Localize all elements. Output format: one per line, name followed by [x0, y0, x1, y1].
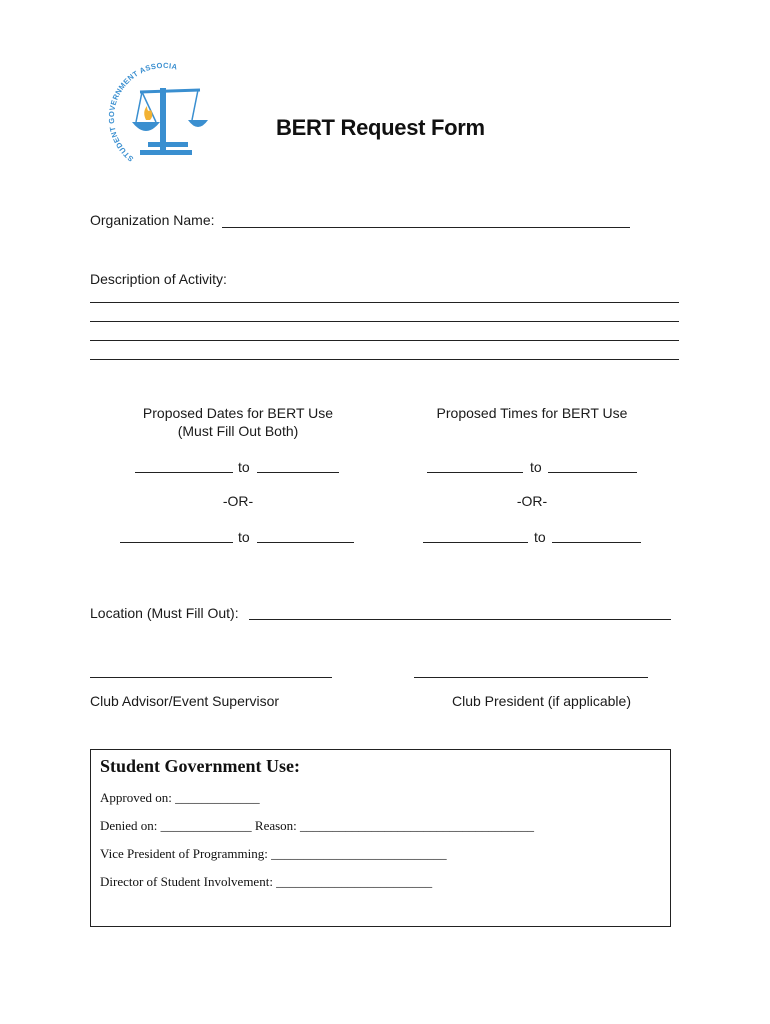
- dates-header-note: (Must Fill Out Both): [177, 423, 299, 439]
- location-label: Location (Must Fill Out):: [90, 605, 239, 621]
- date-end-field-2[interactable]: [257, 542, 354, 543]
- date-start-field-1[interactable]: [135, 472, 233, 473]
- description-line-2[interactable]: [90, 321, 679, 322]
- svg-text:STUDENT GOVERNMENT ASSOCIATION: [100, 60, 179, 163]
- description-line-1[interactable]: [90, 302, 679, 303]
- logo-ring-text: STUDENT GOVERNMENT ASSOCIA: [106, 60, 178, 164]
- advisor-signature-line[interactable]: [90, 677, 332, 678]
- date-end-field-1[interactable]: [257, 472, 339, 473]
- date-to-label-1: to: [238, 459, 250, 475]
- sg-approved-row: Approved on: _____________: [100, 790, 260, 805]
- description-line-4[interactable]: [90, 359, 679, 360]
- description-line-3[interactable]: [90, 340, 679, 341]
- sg-denied-row: Denied on: ______________ Reason: ____________________________________: [100, 818, 535, 833]
- times-or-label: -OR-: [516, 493, 548, 509]
- times-header: Proposed Times for BERT Use: [436, 405, 628, 421]
- time-to-label-2: to: [534, 529, 546, 545]
- date-start-field-2[interactable]: [120, 542, 233, 543]
- time-to-label-1: to: [530, 459, 542, 475]
- student-government-box: [90, 749, 671, 927]
- description-label: Description of Activity:: [90, 271, 227, 287]
- organization-name-label: Organization Name:: [90, 212, 215, 228]
- time-start-field-1[interactable]: [427, 472, 523, 473]
- advisor-signature-label: Club Advisor/Event Supervisor: [90, 693, 280, 709]
- organization-name-field[interactable]: [222, 227, 630, 228]
- sga-logo: [100, 60, 220, 170]
- time-end-field-2[interactable]: [552, 542, 641, 543]
- location-field[interactable]: [249, 619, 671, 620]
- date-to-label-2: to: [238, 529, 250, 545]
- scales-of-justice-icon: [100, 60, 220, 170]
- sg-box-heading: Student Government Use:: [100, 756, 300, 776]
- sg-vp-row: Vice President of Programming: ___________________________: [100, 846, 447, 861]
- time-end-field-1[interactable]: [548, 472, 637, 473]
- dates-header: Proposed Dates for BERT Use: [142, 405, 334, 421]
- sg-director-row: Director of Student Involvement: ________________________: [100, 874, 433, 889]
- dates-or-label: -OR-: [222, 493, 254, 509]
- president-signature-line[interactable]: [414, 677, 648, 678]
- time-start-field-2[interactable]: [423, 542, 528, 543]
- form-title: BERT Request Form: [276, 115, 485, 140]
- president-signature-label: Club President (if applicable): [452, 693, 631, 709]
